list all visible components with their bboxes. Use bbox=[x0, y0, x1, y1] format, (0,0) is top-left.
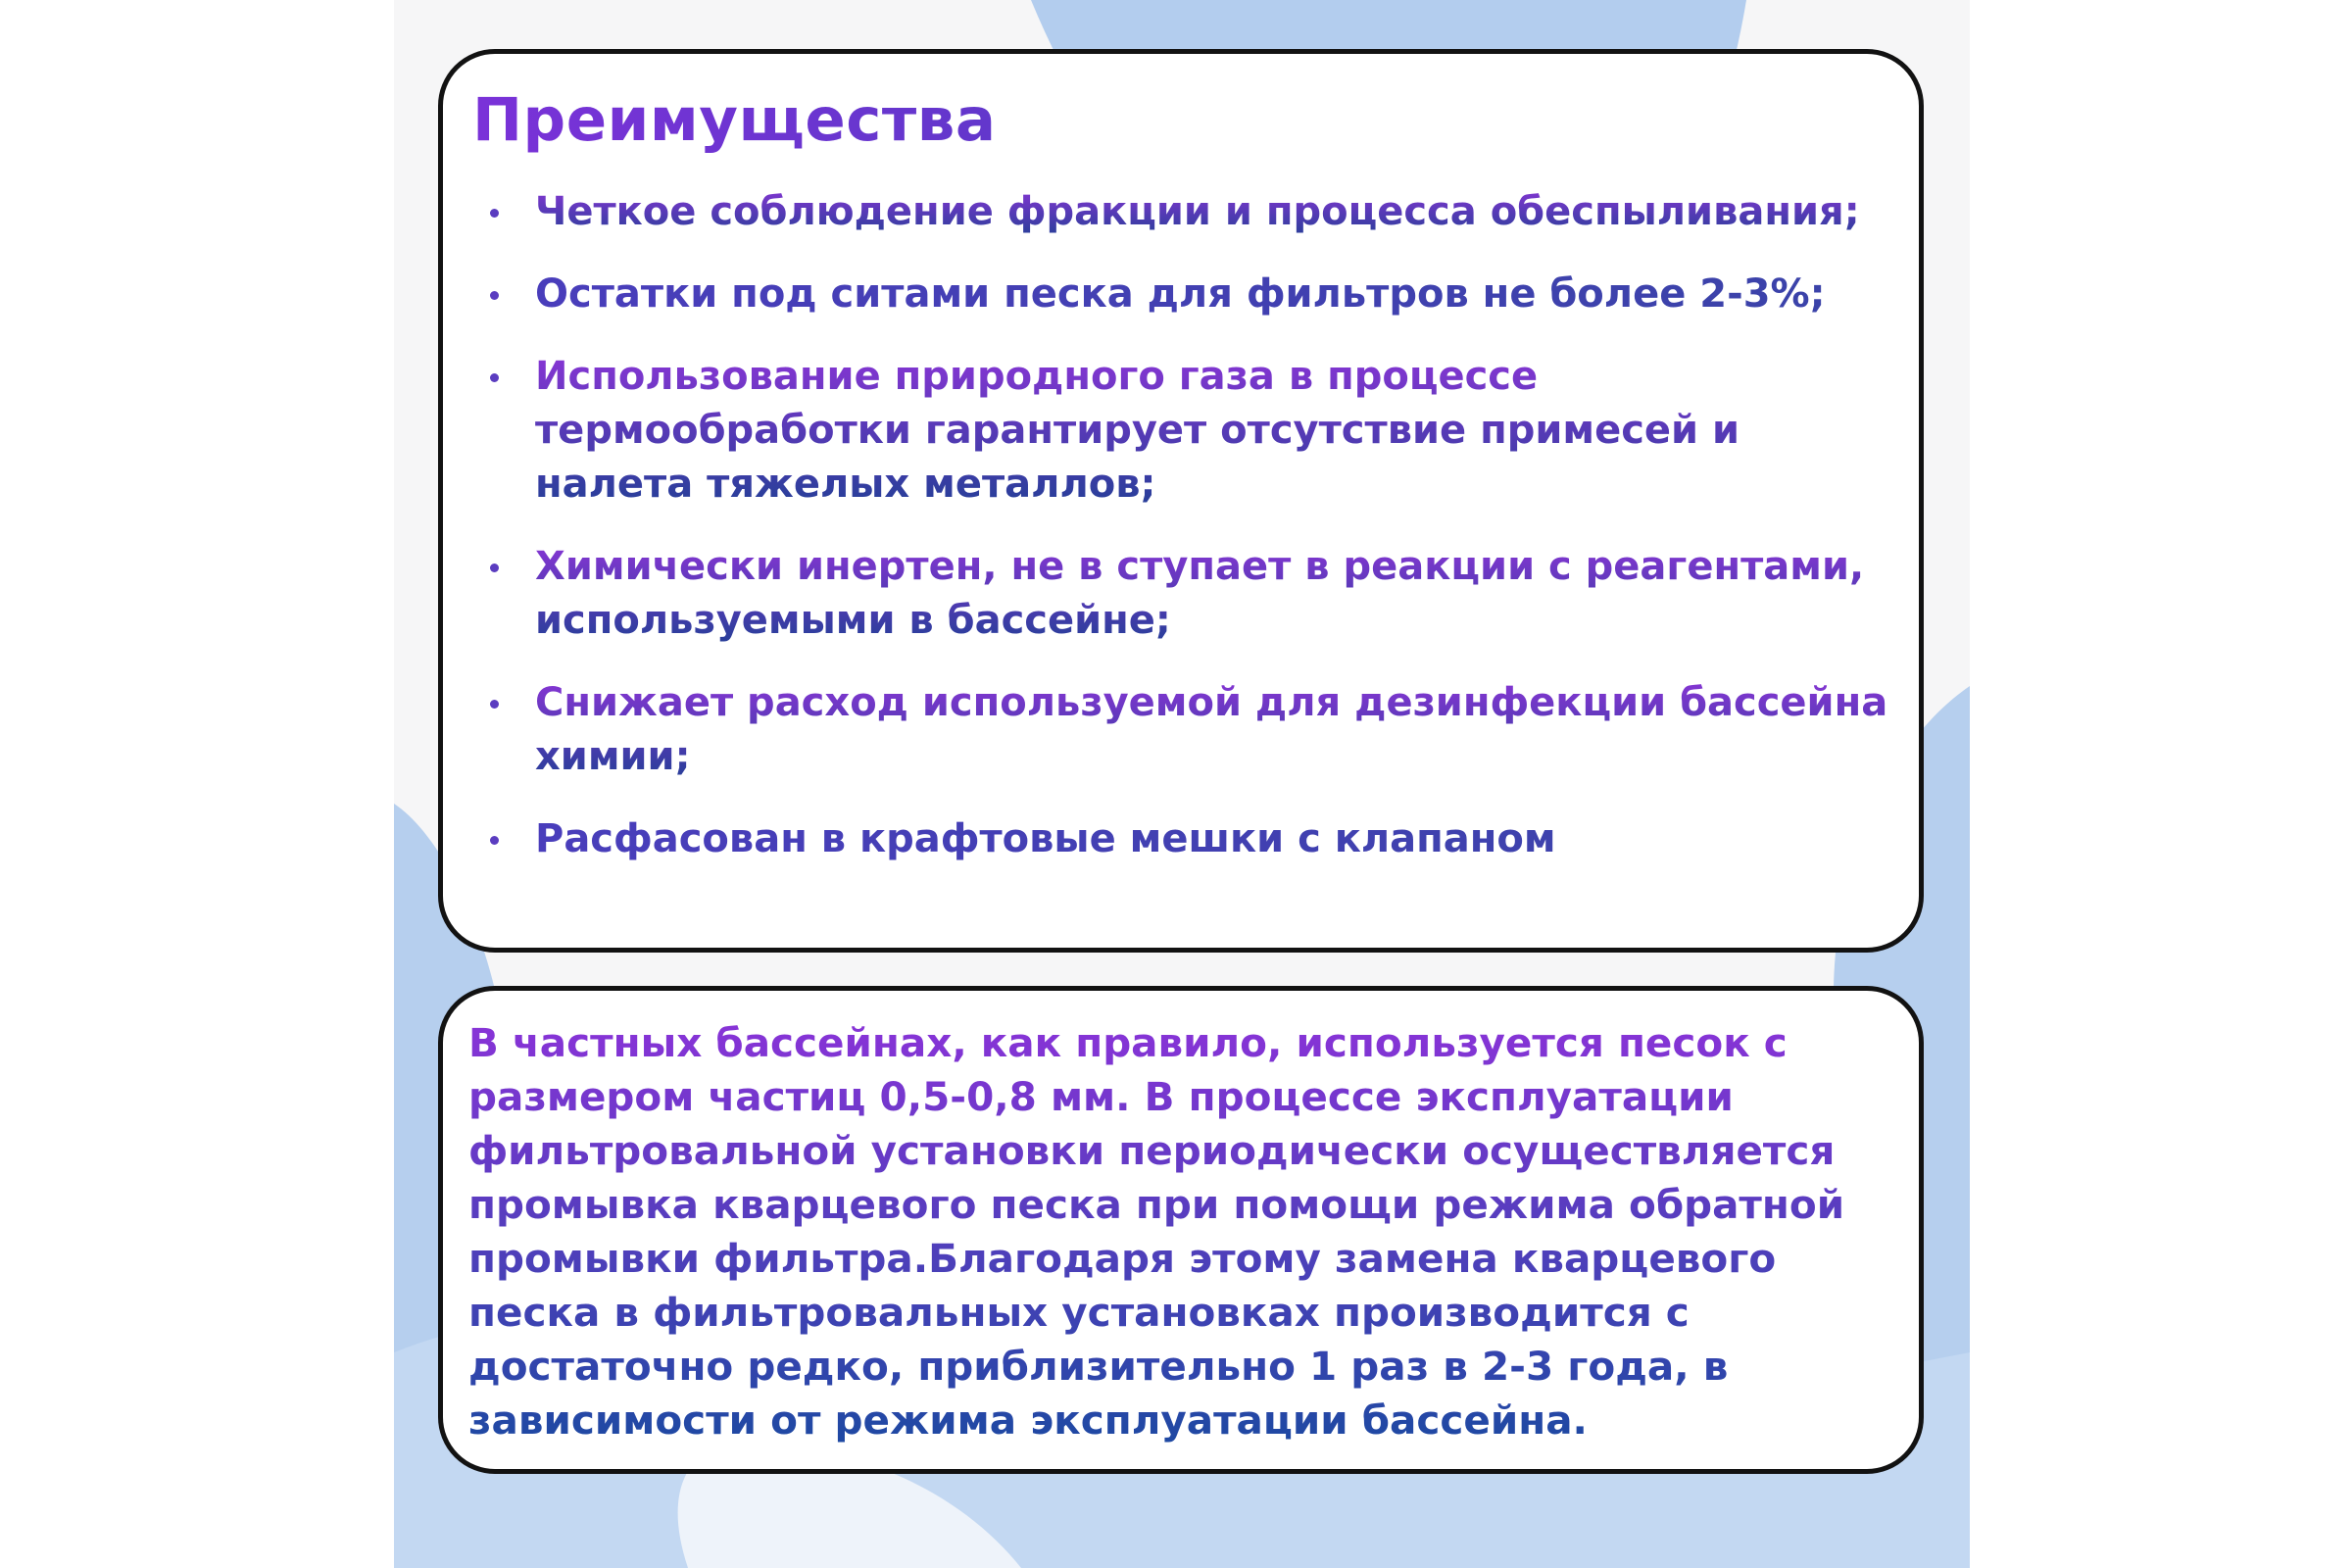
bullet-dot bbox=[490, 291, 499, 300]
bullet-dot bbox=[490, 700, 499, 709]
advantages-list bbox=[472, 185, 1889, 866]
bullet-dot bbox=[490, 209, 499, 218]
list-item-label: Использование природного газа в процессе термообработки гарантирует отсутствие примесей и налета тяжелых металлов; bbox=[535, 354, 1740, 507]
list-item-label: Расфасован в крафтовые мешки с клапаном bbox=[535, 816, 1556, 861]
list-item-label: Четкое соблюдение фракции и процесса обеспыливания; bbox=[535, 189, 1860, 234]
list-item-label: Снижает расход используемой для дезинфекции бассейна химии; bbox=[535, 680, 1888, 779]
list-item bbox=[472, 185, 1889, 239]
info-paragraph: В частных бассейнах, как правило, используется песок с размером частиц 0,5-0,8 мм. В процессе эксплуатации фильтровальной установки периодически осуществляется промывка кварцевого песка при помощи режима обратной промывки фильтра.Благодаря этому замена кварцевого песка в фильтровальных установках производится с достаточно редко, приблизительно 1 раз в 2-3 года, в зависимости от режима эксплуатации бассейна. bbox=[468, 1016, 1897, 1447]
list-item bbox=[472, 540, 1889, 648]
bullet-dot bbox=[490, 373, 499, 382]
list-item-label: Химически инертен, не в ступает в реакции с реагентами, используемыми в бассейне; bbox=[535, 544, 1865, 643]
advantages-card bbox=[438, 49, 1924, 953]
advantages-title: Преимущества bbox=[472, 81, 1889, 160]
bullet-dot bbox=[490, 836, 499, 845]
info-card bbox=[438, 986, 1924, 1474]
list-item bbox=[472, 350, 1889, 512]
list-item bbox=[472, 268, 1889, 321]
slide-canvas bbox=[394, 0, 1970, 1568]
bullet-dot bbox=[490, 564, 499, 572]
list-item bbox=[472, 812, 1889, 866]
list-item bbox=[472, 676, 1889, 784]
list-item-label: Остатки под ситами песка для фильтров не более 2-3%; bbox=[535, 271, 1826, 317]
